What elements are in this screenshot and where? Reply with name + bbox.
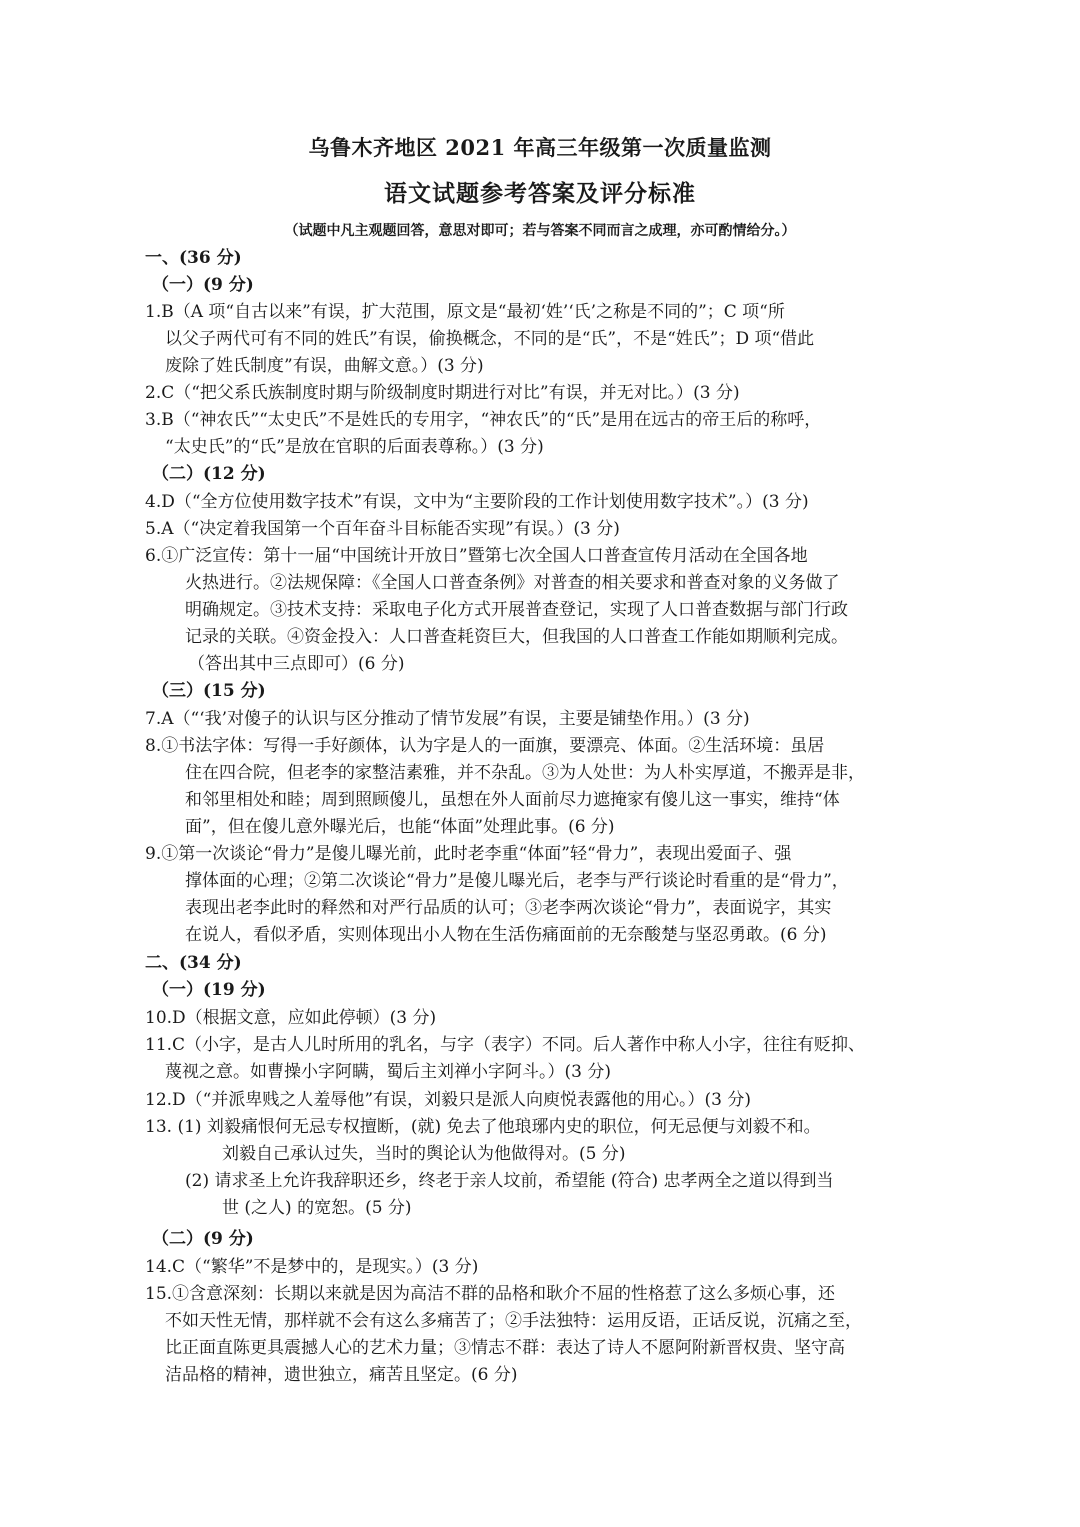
answer-line: (2) 请求圣上允许我辞职还乡，终老于亲人坟前，希望能 (符合) 忠孝两全之道以得到当	[185, 1171, 834, 1191]
answer-line: 比正面直陈更具震撼人心的艺术力量；③情志不群：表达了诗人不愿阿附新晋权贵、坚守高	[165, 1338, 845, 1358]
answer-line: 6.①广泛宣传：第十一届“中国统计开放日”暨第七次全国人口普查宣传月活动在全国各地	[145, 546, 808, 566]
answer-line: 火热进行。②法规保障：《全国人口普查条例》对普查的相关要求和普查对象的义务做了	[185, 573, 840, 593]
answer-line: “太史氏”的“氏”是放在官职的后面表尊称。）(3 分)	[165, 437, 544, 457]
answer-line: 记录的关联。④资金投入：人口普查耗资巨大，但我国的人口普查工作能如期顺利完成。	[185, 627, 848, 647]
answer-line: 蔑视之意。如曹操小字阿瞒，蜀后主刘禅小字阿斗。）(3 分)	[165, 1062, 611, 1082]
answer-line: 4.D（“全方位使用数字技术”有误，文中为“主要阶段的工作计划使用数字技术”。）(3 分)	[145, 492, 809, 512]
section-heading: （二）(9 分)	[152, 1229, 254, 1249]
answer-line: 洁品格的精神，遗世独立，痛苦且坚定。(6 分)	[165, 1365, 518, 1385]
section-heading: 二、(34 分)	[145, 953, 242, 973]
answer-line: 8.①书法字体：写得一手好颜体，认为字是人的一面旗，要漂亮、体面。②生活环境：虽居	[145, 736, 825, 756]
answer-line: 9.①第一次谈论“骨力”是傻儿曝光前，此时老李重“体面”轻“骨力”，表现出爱面子、强	[145, 844, 792, 864]
answer-line: 14.C（“繁华”不是梦中的，是现实。）(3 分)	[145, 1257, 479, 1277]
answer-line: 废除了姓氏制度”有误，曲解文意。）(3 分)	[165, 356, 484, 376]
answer-line: 12.D（“并派卑贱之人羞辱他”有误，刘毅只是派人向庾悦表露他的用心。）(3 分)	[145, 1090, 752, 1110]
section-heading: （三）(15 分)	[152, 681, 266, 701]
answer-line: 7.A（“‘我’对傻子的认识与区分推动了情节发展”有误，主要是铺垫作用。）(3 分)	[145, 709, 750, 729]
section-heading: 一、(36 分)	[145, 248, 242, 268]
answer-line: 撑体面的心理；②第二次谈论“骨力”是傻儿曝光后，老李与严行谈论时看重的是“骨力”，	[185, 871, 849, 891]
answer-line: 面”，但在傻儿意外曝光后，也能“体面”处理此事。(6 分)	[185, 817, 615, 837]
answer-line: 住在四合院，但老李的家整洁素雅，并不杂乱。③为人处世：为人朴实厚道，不搬弄是非，	[185, 763, 865, 783]
answer-line: 3.B（“神农氏”“太史氏”不是姓氏的专用字，“神农氏”的“氏”是用在远古的帝王后的称呼，	[145, 410, 822, 430]
answer-line: 2.C（“把父系氏族制度时期与阶级制度时期进行对比”有误，并无对比。）(3 分)	[145, 383, 740, 403]
answer-line: 1.B（A 项“自古以来”有误，扩大范围，原文是“最初‘姓’‘氏’之称是不同的”；C 项“所	[145, 302, 785, 322]
section-heading: （二）(12 分)	[152, 464, 266, 484]
answer-line: （答出其中三点即可）(6 分)	[188, 654, 405, 674]
section-heading: （一）(19 分)	[152, 980, 266, 1000]
answer-line: 和邻里相处和睦；周到照顾傻儿，虽想在外人面前尽力遮掩家有傻儿这一事实，维持“体	[185, 790, 840, 810]
answer-line: 10.D（根据文意，应如此停顿）(3 分)	[145, 1008, 437, 1028]
grading-note: （试题中凡主观题回答，意思对即可；若与答案不同而言之成理，亦可酌情给分。）	[284, 223, 796, 239]
answer-line: 不如天性无情，那样就不会有这么多痛苦了；②手法独特：运用反语，正话反说，沉痛之至，	[165, 1311, 862, 1331]
answer-line: 刘毅自己承认过失，当时的舆论认为他做得对。(5 分)	[222, 1144, 626, 1164]
document-subtitle: 语文试题参考答案及评分标准	[384, 180, 696, 207]
answer-line: 明确规定。③技术支持：采取电子化方式开展普查登记，实现了人口普查数据与部门行政	[185, 600, 848, 620]
answer-line: 世 (之人) 的宽恕。(5 分)	[222, 1198, 412, 1218]
answer-line: 15.①含意深刻：长期以来就是因为高洁不群的品格和耿介不屈的性格惹了这么多烦心事，还	[145, 1284, 836, 1304]
answer-line: 在说人，看似矛盾，实则体现出小人物在生活伤痛面前的无奈酸楚与坚忍勇敢。(6 分)	[185, 925, 827, 945]
answer-line: 11.C（小字，是古人儿时所用的乳名，与字（表字）不同。后人著作中称人小字，往往有贬抑、	[145, 1035, 866, 1055]
answer-line: 13. (1) 刘毅痛恨何无忌专权擅断，(就) 免去了他琅琊内史的职位，何无忌便与刘毅不和。	[145, 1117, 821, 1137]
answer-line: 5.A（“决定着我国第一个百年奋斗目标能否实现”有误。）(3 分)	[145, 519, 620, 539]
answer-line: 表现出老李此时的释然和对严行品质的认可；③老李两次谈论“骨力”，表面说字，其实	[185, 898, 832, 918]
answer-line: 以父子两代可有不同的姓氏”有误，偷换概念，不同的是“氏”，不是“姓氏”；D 项“借此	[165, 329, 815, 349]
section-heading: （一）(9 分)	[152, 275, 254, 295]
document-title: 乌鲁木齐地区 2021 年高三年级第一次质量监测	[308, 135, 772, 160]
